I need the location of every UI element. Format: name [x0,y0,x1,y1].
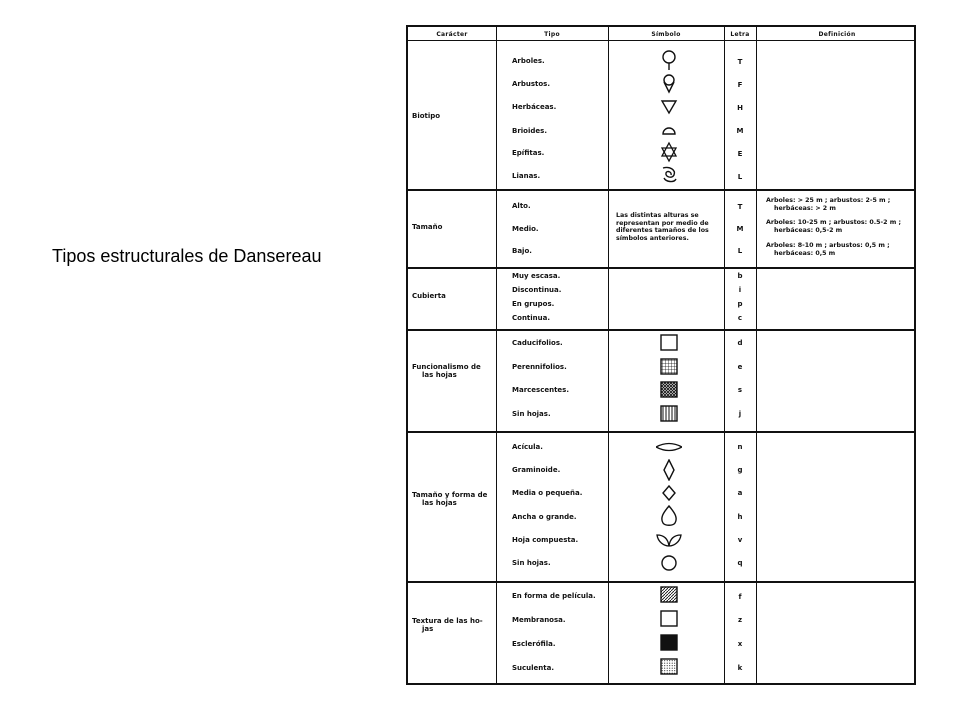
header-tipo: Tipo [544,31,560,38]
definicion-cell: Arboles: > 25 m ; arbustos: 2-5 m ; herbáceas: > 2 m [766,197,891,212]
letra-cell: d [737,339,743,347]
letra-cell: q [737,559,743,567]
tipo-cell: Sin hojas. [512,410,551,418]
shrub-symbol-icon [656,73,682,93]
tipo-cell: Ancha o grande. [512,513,577,521]
tipo-cell: Arbustos. [512,80,551,88]
letra-cell: x [737,640,743,648]
crosshatch-square-icon [656,380,682,400]
tipo-cell: Lianas. [512,172,541,180]
letra-cell: M [736,127,744,135]
compound-leaf-icon [656,530,682,550]
epiphyte-star-icon [656,141,682,161]
broad-leaf-icon [656,505,682,525]
empty-square-icon [656,609,682,629]
bryoid-semicircle-icon [656,121,682,141]
letra-cell: p [737,300,743,308]
letra-cell: H [737,104,743,112]
header-definicion: Definición [818,31,856,38]
tipo-cell: Hoja compuesta. [512,536,579,544]
letra-cell: b [737,272,743,280]
vertical-lines-square-icon [656,404,682,424]
tree-symbol-icon [656,49,682,69]
tipo-cell: En grupos. [512,300,555,308]
empty-square-icon [656,333,682,353]
dansereau-table [406,25,916,685]
letra-cell: e [737,363,743,371]
tipo-cell: Alto. [512,202,531,210]
tipo-cell: Acícula. [512,443,543,451]
figure-caption: Tipos estructurales de Dansereau [52,246,322,266]
letra-cell: T [737,203,743,211]
letra-cell: i [738,286,742,294]
tipo-cell: Medio. [512,225,539,233]
tipo-cell: Arboles. [512,57,545,65]
definicion-cell: Arboles: 8-10 m ; arbustos: 0,5 m ; herbáceas: 0,5 m [766,242,890,257]
tipo-cell: Caducifolios. [512,339,563,347]
definicion-cell: Arboles: 10-25 m ; arbustos: 0.5-2 m ; herbáceas: 0,5-2 m [766,219,901,234]
letra-cell: T [737,58,743,66]
tipo-cell: Perennifolios. [512,363,567,371]
tipo-cell: Continua. [512,314,551,322]
caracter-textura: Textura de las ho- jas [412,617,483,633]
letra-cell: g [737,466,743,474]
column-divider [724,27,725,683]
letra-cell: h [737,513,743,521]
header-letra: Letra [730,31,750,38]
caracter-tamano-forma: Tamaño y forma de las hojas [412,491,488,507]
caracter-biotipo: Biotipo [412,112,441,120]
diagonal-hatch-square-icon [656,585,682,605]
tipo-cell: Esclerófila. [512,640,556,648]
letra-cell: f [738,593,742,601]
herb-triangle-icon [656,97,682,117]
letra-cell: j [738,410,742,418]
filled-square-icon [656,633,682,653]
tipo-cell: Sin hojas. [512,559,551,567]
letra-cell: E [737,150,743,158]
column-divider [756,27,757,683]
letra-cell: s [737,386,743,394]
graminoid-leaf-icon [656,459,682,479]
tipo-cell: Graminoide. [512,466,561,474]
needle-leaf-icon [656,437,682,457]
tipo-cell: Bajo. [512,247,532,255]
tipo-cell: Epífitas. [512,149,545,157]
letra-cell: M [736,225,744,233]
column-divider [608,27,609,683]
tipo-cell: En forma de película. [512,592,596,600]
group-divider [408,329,914,331]
caracter-cubierta: Cubierta [412,292,446,300]
dotted-square-icon [656,657,682,677]
group-divider [408,267,914,269]
letra-cell: L [737,173,743,181]
tamano-note: Las distintas alturas se representan por medio de diferentes tamaños de los símbolos anteriores. [616,212,709,242]
tipo-cell: Marcescentes. [512,386,570,394]
header-divider [408,40,914,41]
group-divider [408,431,914,433]
tipo-cell: Membranosa. [512,616,566,624]
header-simbolo: Símbolo [651,31,681,38]
column-divider [496,27,497,683]
letra-cell: c [737,314,743,322]
group-divider [408,189,914,191]
caracter-tamano: Tamaño [412,223,443,231]
letra-cell: F [737,81,743,89]
tipo-cell: Brioides. [512,127,547,135]
circle-icon [656,553,682,573]
tipo-cell: Herbáceas. [512,103,557,111]
tipo-cell: Media o pequeña. [512,489,583,497]
letra-cell: z [737,616,743,624]
small-diamond-icon [656,483,682,503]
letra-cell: k [737,664,743,672]
caracter-funcionalismo: Funcionalismo de las hojas [412,363,481,379]
letra-cell: a [737,489,743,497]
header-caracter: Carácter [436,31,468,38]
letra-cell: L [737,247,743,255]
letra-cell: n [737,443,743,451]
liana-coil-icon [656,164,682,184]
tipo-cell: Muy escasa. [512,272,561,280]
group-divider [408,581,914,583]
tipo-cell: Suculenta. [512,664,555,672]
tipo-cell: Discontinua. [512,286,562,294]
letra-cell: v [737,536,743,544]
grid-square-icon [656,357,682,377]
